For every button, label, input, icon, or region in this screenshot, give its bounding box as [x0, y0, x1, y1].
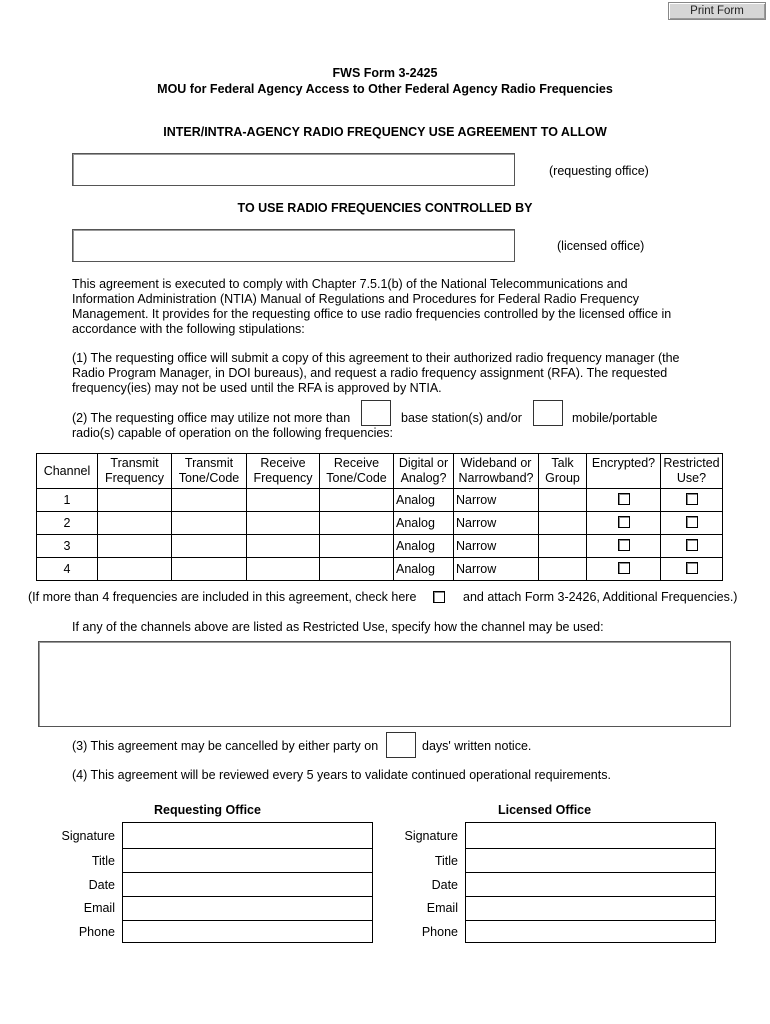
lic-title-input[interactable]: [466, 849, 715, 873]
requesting-office-heading: Requesting Office: [154, 803, 261, 817]
wideband-narrowband-select[interactable]: Narrow: [454, 535, 539, 558]
wideband-narrowband-select[interactable]: Narrow: [454, 512, 539, 535]
lic-email-label: Email: [426, 901, 458, 915]
requesting-office-input[interactable]: [72, 153, 515, 186]
encrypted-checkbox[interactable]: [618, 562, 630, 574]
receive-frequency-input[interactable]: [247, 558, 320, 581]
stipulation-2-text-d: radio(s) capable of operation on the following frequencies:: [72, 426, 394, 440]
licensed-signature-block: [465, 822, 716, 943]
receive-tone-input[interactable]: [320, 512, 394, 535]
stipulation-2-text-a: (2) The requesting office may utilize not more than: [72, 411, 351, 425]
form-subtitle: MOU for Federal Agency Access to Other Federal Agency Radio Frequencies: [157, 82, 613, 96]
col-header-transmit-frequency: Transmit Frequency: [98, 454, 172, 489]
digital-analog-select[interactable]: Analog: [394, 558, 454, 581]
transmit-frequency-input[interactable]: [98, 512, 172, 535]
lic-phone-label: Phone: [421, 925, 458, 939]
stipulation-3-text-b: days' written notice.: [422, 739, 532, 753]
col-header-talk-group: Talk Group: [539, 454, 587, 489]
req-signature-label: Signature: [61, 829, 115, 843]
talk-group-input[interactable]: [539, 535, 587, 558]
channel-number: 4: [37, 558, 98, 581]
encrypted-cell: [587, 558, 661, 581]
transmit-tone-input[interactable]: [172, 512, 247, 535]
more-frequencies-checkbox[interactable]: [433, 591, 445, 603]
transmit-frequency-input[interactable]: [98, 535, 172, 558]
req-signature-input[interactable]: [123, 823, 372, 849]
receive-frequency-input[interactable]: [247, 535, 320, 558]
lic-title-label: Title: [434, 854, 458, 868]
licensed-office-label: (licensed office): [557, 239, 645, 253]
form-number: FWS Form 3-2425: [332, 66, 438, 80]
restricted-cell: [661, 489, 723, 512]
intro-paragraph: This agreement is executed to comply with Chapter 7.5.1(b) of the National Telecommunications and Information Administration (NTIA) Manual of Regulations and Procedures for Federal Radio Frequency Management. It provides for the requesting office to use radio frequencies controlled by the licensed office in accordance with the following stipulations:: [72, 277, 672, 336]
restricted-checkbox[interactable]: [686, 516, 698, 528]
transmit-frequency-input[interactable]: [98, 558, 172, 581]
notice-days-input[interactable]: [386, 732, 416, 758]
receive-tone-input[interactable]: [320, 558, 394, 581]
req-phone-label: Phone: [78, 925, 115, 939]
print-form-button[interactable]: Print Form: [668, 2, 766, 20]
lic-phone-input[interactable]: [466, 921, 715, 945]
receive-frequency-input[interactable]: [247, 489, 320, 512]
restricted-cell: [661, 558, 723, 581]
stipulation-4: (4) This agreement will be reviewed every 5 years to validate continued operational requirements.: [72, 768, 611, 782]
base-station-count-input[interactable]: [361, 400, 391, 426]
col-header-digital-analog: Digital or Analog?: [394, 454, 454, 489]
more-frequencies-text-a: (If more than 4 frequencies are included in this agreement, check here: [28, 590, 417, 604]
restricted-checkbox[interactable]: [686, 539, 698, 551]
restricted-checkbox[interactable]: [686, 562, 698, 574]
stipulation-3-text-a: (3) This agreement may be cancelled by either party on: [72, 739, 379, 753]
req-title-input[interactable]: [123, 849, 372, 873]
encrypted-cell: [587, 489, 661, 512]
requesting-signature-block: [122, 822, 373, 943]
col-header-restricted: Restricted Use?: [661, 454, 723, 489]
table-row: [37, 558, 723, 581]
more-frequencies-text-b: and attach Form 3-2426, Additional Frequencies.): [463, 590, 738, 604]
controlled-by-heading: TO USE RADIO FREQUENCIES CONTROLLED BY: [237, 201, 533, 215]
wideband-narrowband-select[interactable]: Narrow: [454, 558, 539, 581]
talk-group-input[interactable]: [539, 558, 587, 581]
transmit-frequency-input[interactable]: [98, 489, 172, 512]
req-title-label: Title: [91, 854, 115, 868]
talk-group-input[interactable]: [539, 512, 587, 535]
requesting-office-label: (requesting office): [549, 164, 649, 178]
talk-group-input[interactable]: [539, 489, 587, 512]
req-email-label: Email: [83, 901, 115, 915]
digital-analog-select[interactable]: Analog: [394, 512, 454, 535]
restricted-checkbox[interactable]: [686, 493, 698, 505]
col-header-receive-frequency: Receive Frequency: [247, 454, 320, 489]
transmit-tone-input[interactable]: [172, 558, 247, 581]
req-email-input[interactable]: [123, 897, 372, 921]
lic-signature-label: Signature: [404, 829, 458, 843]
receive-frequency-input[interactable]: [247, 512, 320, 535]
receive-tone-input[interactable]: [320, 535, 394, 558]
req-date-input[interactable]: [123, 873, 372, 897]
agreement-heading: INTER/INTRA-AGENCY RADIO FREQUENCY USE AGREEMENT TO ALLOW: [163, 125, 607, 139]
lic-email-input[interactable]: [466, 897, 715, 921]
encrypted-checkbox[interactable]: [618, 539, 630, 551]
digital-analog-select[interactable]: Analog: [394, 535, 454, 558]
channel-number: 1: [37, 489, 98, 512]
digital-analog-select[interactable]: Analog: [394, 489, 454, 512]
encrypted-checkbox[interactable]: [618, 516, 630, 528]
col-header-channel: Channel: [37, 454, 98, 489]
lic-date-input[interactable]: [466, 873, 715, 897]
table-row: [37, 489, 723, 512]
req-date-label: Date: [88, 878, 115, 892]
col-header-wideband-narrowband: Wideband or Narrowband?: [454, 454, 539, 489]
table-row: [37, 535, 723, 558]
lic-date-label: Date: [431, 878, 458, 892]
restricted-use-note: If any of the channels above are listed as Restricted Use, specify how the channel may be used:: [72, 620, 604, 634]
channel-number: 2: [37, 512, 98, 535]
req-phone-input[interactable]: [123, 921, 372, 945]
frequency-table: [36, 453, 723, 581]
transmit-tone-input[interactable]: [172, 535, 247, 558]
stipulation-2-text-c: mobile/portable: [572, 411, 658, 425]
restricted-cell: [661, 512, 723, 535]
col-header-receive-tone: Receive Tone/Code: [320, 454, 394, 489]
receive-tone-input[interactable]: [320, 489, 394, 512]
channel-number: 3: [37, 535, 98, 558]
encrypted-cell: [587, 535, 661, 558]
stipulation-2-text-b: base station(s) and/or: [401, 411, 522, 425]
col-header-encrypted: Encrypted?: [587, 454, 661, 489]
restricted-use-textarea[interactable]: [38, 641, 731, 727]
mobile-count-input[interactable]: [533, 400, 563, 426]
encrypted-cell: [587, 512, 661, 535]
lic-signature-input[interactable]: [466, 823, 715, 849]
licensed-office-heading: Licensed Office: [498, 803, 592, 817]
col-header-transmit-tone: Transmit Tone/Code: [172, 454, 247, 489]
encrypted-checkbox[interactable]: [618, 493, 630, 505]
table-row: [37, 512, 723, 535]
table-header-row: [37, 454, 723, 489]
stipulation-1: (1) The requesting office will submit a copy of this agreement to their authorized radio frequency manager (the Radio Program Manager, in DOI bureaus), and request a radio frequency assignment (RFA). The requested frequency(ies) may not be used until the RFA is approved by NTIA.: [72, 351, 680, 395]
licensed-office-input[interactable]: [72, 229, 515, 262]
transmit-tone-input[interactable]: [172, 489, 247, 512]
restricted-cell: [661, 535, 723, 558]
wideband-narrowband-select[interactable]: Narrow: [454, 489, 539, 512]
